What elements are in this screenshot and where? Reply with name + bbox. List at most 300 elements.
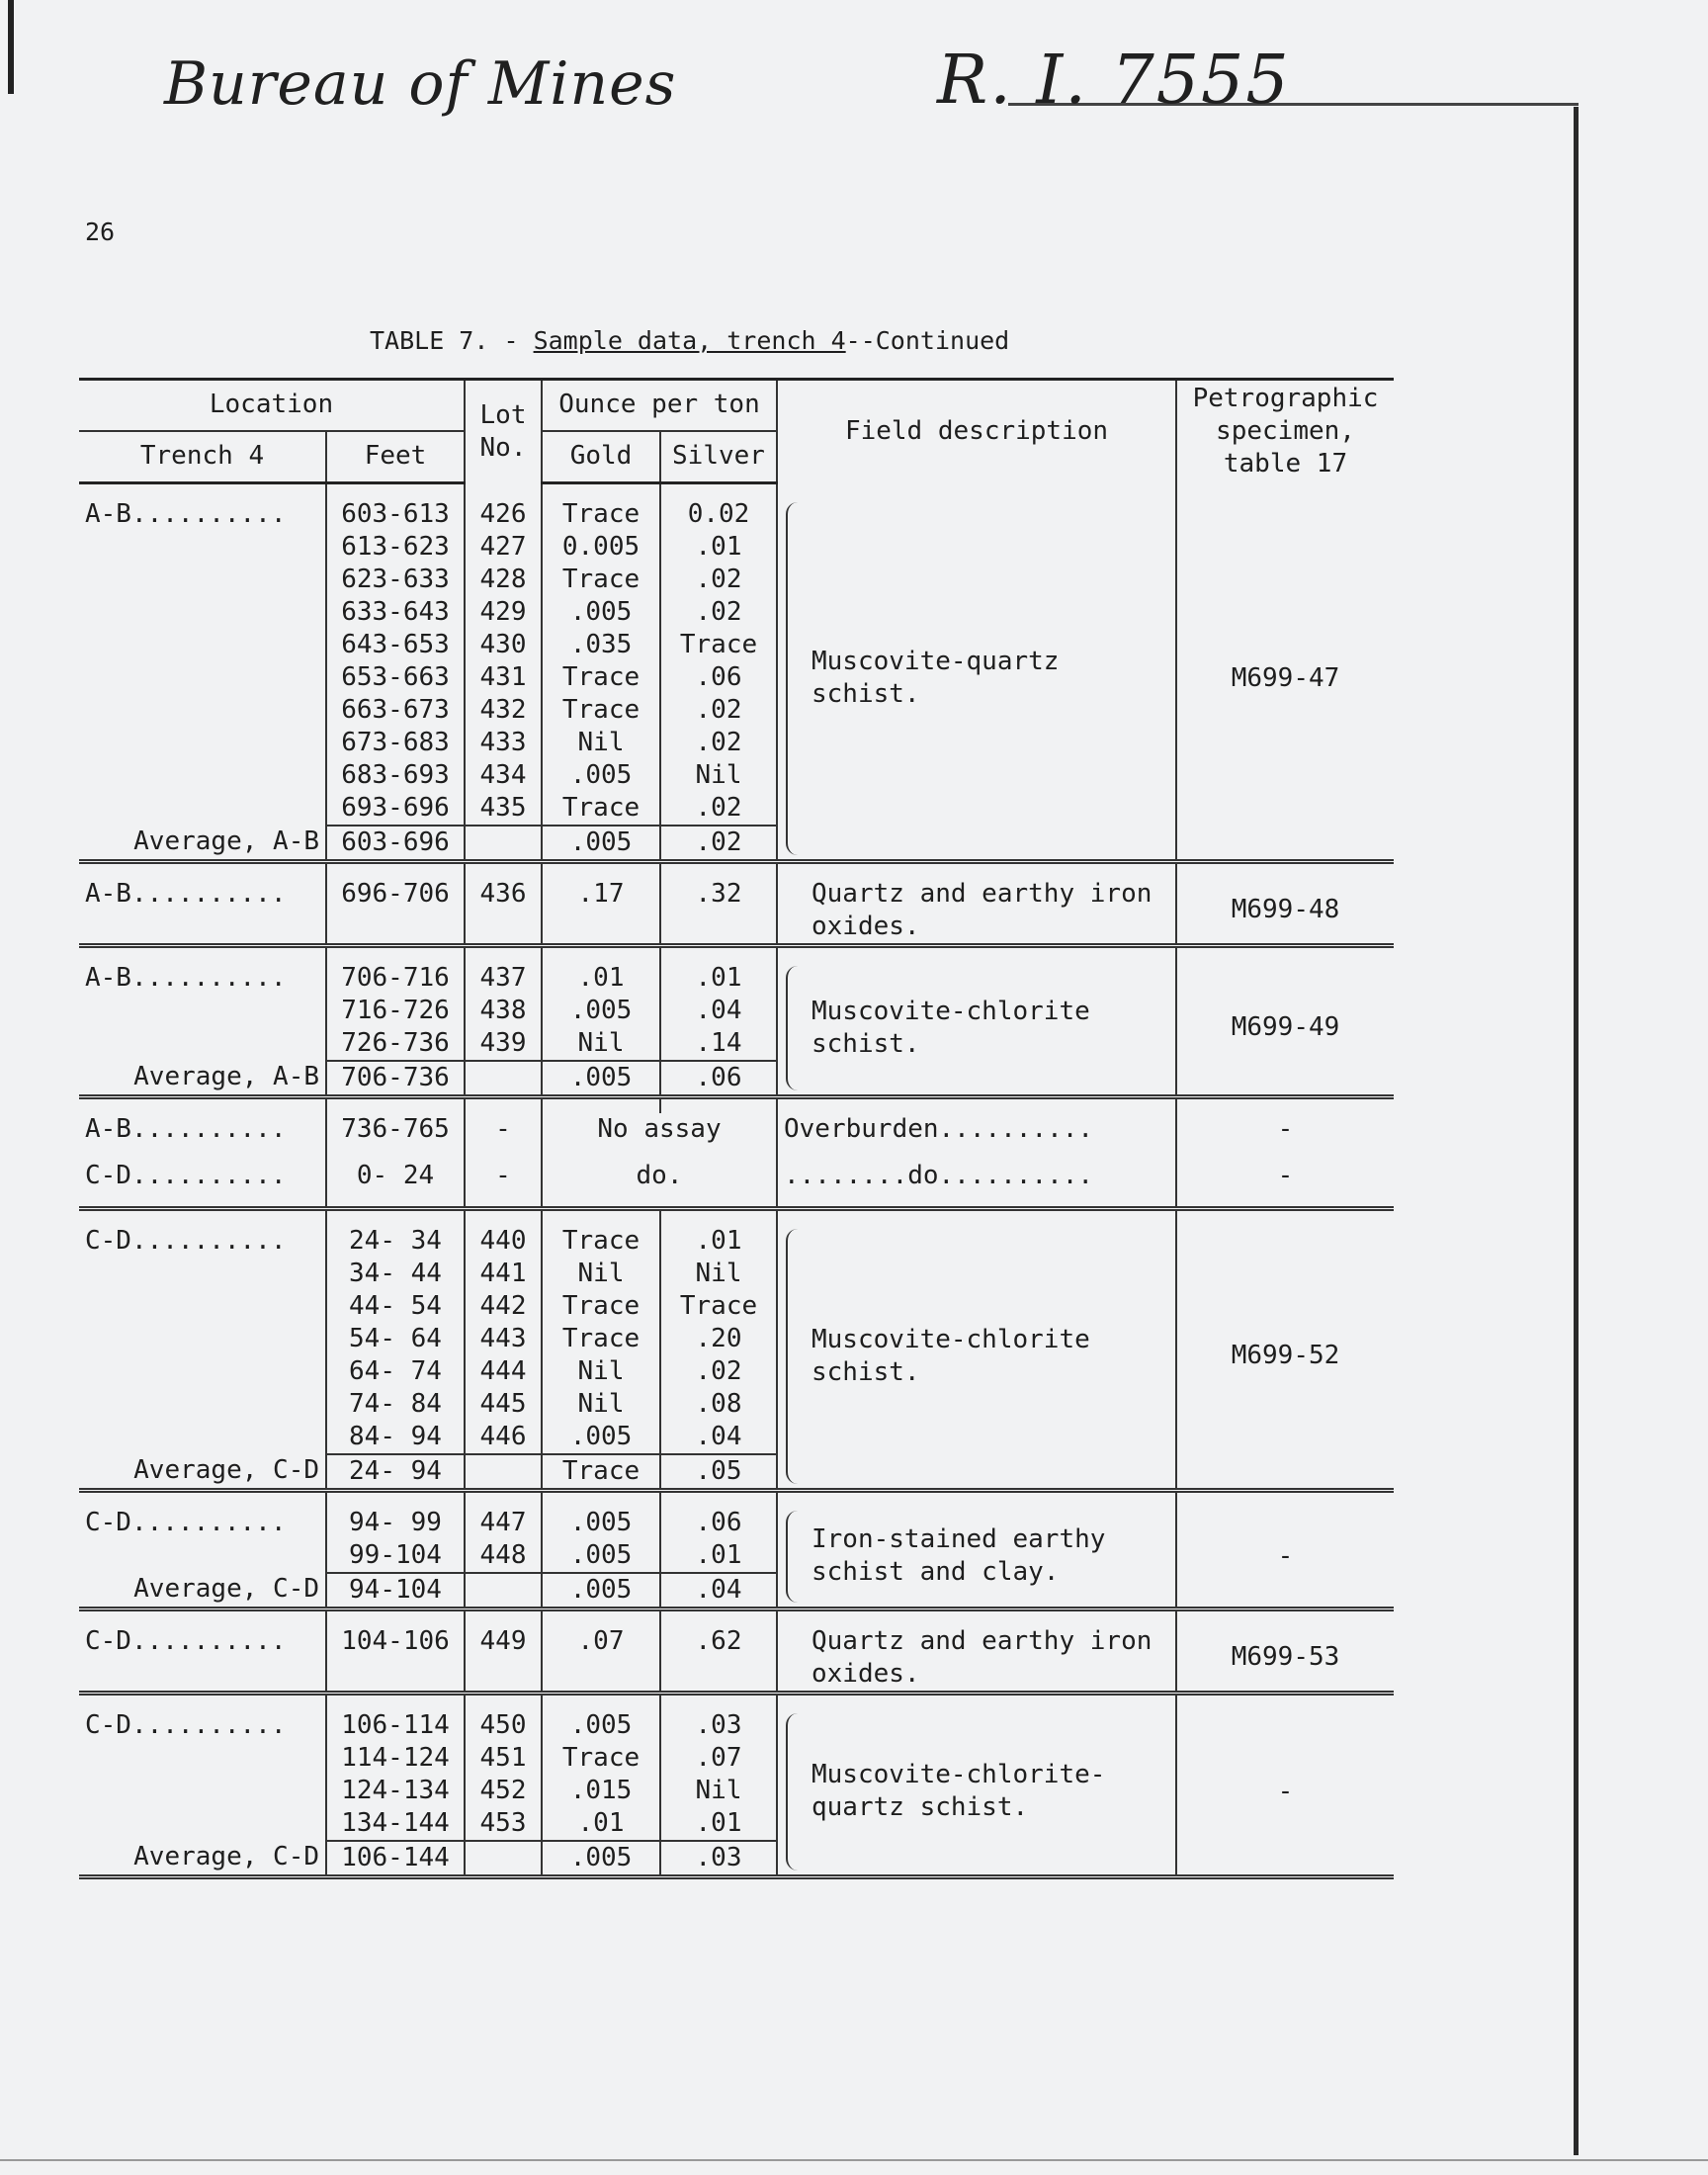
silver-cell: .02 <box>660 596 777 629</box>
field-description-cell: ........do.......... <box>777 1160 1176 1192</box>
trench-cell <box>79 1290 326 1323</box>
lot-cell: 441 <box>465 1258 542 1290</box>
header-lot-label: Lot <box>479 399 527 430</box>
spacer-cell <box>326 482 465 498</box>
feet-cell: 663-673 <box>326 694 465 727</box>
spacer-cell <box>79 1192 326 1209</box>
field-description-text: Quartz and earthy iron oxides. <box>811 878 1153 941</box>
gold-cell: 0.005 <box>542 531 660 564</box>
specimen-cell: - <box>1176 1113 1394 1146</box>
spacer-cell <box>777 945 1176 962</box>
group-spacer <box>79 1609 1394 1625</box>
gold-cell: Trace <box>542 564 660 596</box>
specimen-cell: M699-52 <box>1176 1225 1394 1491</box>
lot-cell: 431 <box>465 661 542 694</box>
field-description-text: Quartz and earthy iron oxides. <box>811 1625 1153 1689</box>
caption-title: Sample data, trench 4 <box>533 326 846 355</box>
spacer-cell <box>326 1490 465 1507</box>
silver-cell: .14 <box>660 1027 777 1061</box>
specimen-cell: - <box>1176 1709 1394 1877</box>
average-silver-cell: .03 <box>660 1841 777 1877</box>
feet-cell: 106-114 <box>326 1709 465 1742</box>
average-lot-cell <box>465 1061 542 1097</box>
trench-cell: C-D.......... <box>85 1507 287 1537</box>
silver-cell: Nil <box>660 1258 777 1290</box>
gold-cell: .01 <box>542 1807 660 1841</box>
table-caption <box>370 326 1009 355</box>
group-spacer <box>79 1490 1394 1507</box>
spacer-cell <box>465 1208 542 1225</box>
silver-cell: .03 <box>660 1709 777 1742</box>
feet-cell: 696-706 <box>326 878 465 946</box>
silver-cell: .06 <box>660 661 777 694</box>
trench-cell <box>79 1807 326 1841</box>
lot-cell: - <box>465 1160 542 1192</box>
trench-cell <box>79 759 326 792</box>
average-feet-cell: 706-736 <box>326 1061 465 1097</box>
lot-cell: 440 <box>465 1225 542 1258</box>
silver-cell: .32 <box>660 878 777 946</box>
silver-cell: .01 <box>660 531 777 564</box>
gold-cell: Trace <box>542 1290 660 1323</box>
average-silver-cell: .06 <box>660 1061 777 1097</box>
feet-cell: 736-765 <box>326 1113 465 1146</box>
lot-cell: 442 <box>465 1290 542 1323</box>
average-feet-cell: 603-696 <box>326 826 465 862</box>
trench-cell: C-D.......... <box>85 1709 287 1740</box>
spacer-cell <box>777 1192 1176 1209</box>
trench-cell: A-B.......... <box>85 1113 287 1144</box>
trench-cell <box>79 1539 326 1573</box>
group-spacer <box>79 1693 1394 1709</box>
spacer-cell <box>1176 861 1394 878</box>
feet-cell: 64- 74 <box>326 1355 465 1388</box>
feet-cell: 114-124 <box>326 1742 465 1775</box>
group-spacer <box>79 1192 1394 1209</box>
row-spacer <box>79 1146 1394 1160</box>
field-description-cell: Overburden.......... <box>777 1113 1176 1146</box>
spacer-cell <box>777 1096 1176 1113</box>
table-row <box>79 1507 1394 1539</box>
spacer-cell <box>542 482 660 498</box>
spacer-cell <box>542 1146 777 1160</box>
spacer-cell <box>542 1208 660 1225</box>
lot-cell: 447 <box>465 1507 542 1539</box>
gold-cell: .07 <box>542 1625 660 1694</box>
spacer-cell <box>79 861 326 878</box>
trench-cell <box>79 995 326 1027</box>
header-lot-no: No. <box>479 432 527 463</box>
spacer-cell <box>326 1096 465 1113</box>
silver-cell: .02 <box>660 1355 777 1388</box>
spacer-cell <box>79 1096 326 1113</box>
gold-cell: Trace <box>542 1323 660 1355</box>
gold-cell: .005 <box>542 759 660 792</box>
average-label-cell: Average, C-D <box>133 1841 319 1871</box>
trench-cell: C-D.......... <box>85 1625 287 1656</box>
gold-cell: .005 <box>542 1539 660 1573</box>
spacer-cell <box>777 1146 1176 1160</box>
silver-cell: .06 <box>660 1507 777 1539</box>
gold-cell: Trace <box>542 1225 660 1258</box>
spacer-cell <box>777 1208 1176 1225</box>
brace-mark <box>786 966 802 1090</box>
silver-cell: .02 <box>660 727 777 759</box>
field-description-text: Muscovite-chlorite-quartz schist. <box>811 1760 1106 1822</box>
feet-cell: 726-736 <box>326 1027 465 1061</box>
silver-cell: 0.02 <box>660 498 777 531</box>
table-group <box>79 945 1394 1096</box>
silver-cell: Nil <box>660 1775 777 1807</box>
table-group <box>79 1490 1394 1609</box>
specimen-cell: M699-49 <box>1176 962 1394 1097</box>
spacer-cell <box>1176 1609 1394 1625</box>
spacer-cell <box>660 1208 777 1225</box>
spacer-cell <box>79 1609 326 1625</box>
feet-cell: 613-623 <box>326 531 465 564</box>
feet-cell: 134-144 <box>326 1807 465 1841</box>
spacer-cell <box>79 1490 326 1507</box>
average-label-cell: Average, C-D <box>133 1573 319 1604</box>
brace-mark <box>786 1511 802 1603</box>
group-spacer <box>79 861 1394 878</box>
field-description-cell <box>777 1507 1176 1610</box>
feet-cell: 683-693 <box>326 759 465 792</box>
average-silver-cell: .02 <box>660 826 777 862</box>
field-description-text: Muscovite-chlorite schist. <box>811 996 1090 1059</box>
spacer-cell <box>79 482 326 498</box>
feet-cell: 34- 44 <box>326 1258 465 1290</box>
silver-cell: .62 <box>660 1625 777 1694</box>
gold-cell: .17 <box>542 878 660 946</box>
average-feet-cell: 94-104 <box>326 1573 465 1610</box>
spacer-cell <box>465 861 542 878</box>
average-label-cell: Average, A-B <box>133 826 319 856</box>
field-description-cell <box>777 1625 1176 1694</box>
average-gold-cell: Trace <box>542 1454 660 1491</box>
header-gold: Gold <box>542 431 660 482</box>
trench-cell: A-B.......... <box>85 962 287 993</box>
gold-cell: Trace <box>542 792 660 826</box>
spacer-cell <box>326 1192 465 1209</box>
average-lot-cell <box>465 1454 542 1491</box>
gold-cell: Nil <box>542 1388 660 1421</box>
trench-cell <box>79 1388 326 1421</box>
feet-cell: 643-653 <box>326 629 465 661</box>
gold-cell: Nil <box>542 727 660 759</box>
trench-cell <box>79 1027 326 1061</box>
lot-cell: 433 <box>465 727 542 759</box>
table-row <box>79 1225 1394 1258</box>
lot-cell: 446 <box>465 1421 542 1454</box>
spacer-cell <box>1176 945 1394 962</box>
spacer-cell <box>777 1609 1176 1625</box>
brace-mark <box>786 1229 802 1484</box>
spacer-cell <box>777 1490 1176 1507</box>
average-silver-cell: .05 <box>660 1454 777 1491</box>
feet-cell: 54- 64 <box>326 1323 465 1355</box>
feet-cell: 603-613 <box>326 498 465 531</box>
lot-cell: 438 <box>465 995 542 1027</box>
silver-cell: Nil <box>660 759 777 792</box>
gold-cell: Nil <box>542 1027 660 1061</box>
trench-cell <box>79 531 326 564</box>
lot-cell: 430 <box>465 629 542 661</box>
silver-cell: .20 <box>660 1323 777 1355</box>
spacer-cell <box>660 1609 777 1625</box>
feet-cell: 44- 54 <box>326 1290 465 1323</box>
gold-cell: .005 <box>542 596 660 629</box>
specimen-cell: M699-47 <box>1176 498 1394 862</box>
table-row <box>79 1625 1394 1694</box>
handwritten-report-number: R. I. 7555 <box>937 42 1291 120</box>
average-lot-cell <box>465 1573 542 1610</box>
silver-cell: .04 <box>660 1421 777 1454</box>
trench-cell <box>79 1775 326 1807</box>
brace-mark <box>786 502 802 855</box>
gold-cell: Trace <box>542 1742 660 1775</box>
table-group <box>79 1208 1394 1490</box>
specimen-cell: M699-53 <box>1176 1625 1394 1694</box>
spacer-cell <box>79 1693 326 1709</box>
gold-cell: .01 <box>542 962 660 995</box>
group-spacer <box>79 482 1394 498</box>
silver-cell: .01 <box>660 1539 777 1573</box>
spacer-cell <box>465 945 542 962</box>
lot-cell: 452 <box>465 1775 542 1807</box>
spacer-cell <box>465 1609 542 1625</box>
spacer-cell <box>465 1146 542 1160</box>
trench-cell <box>79 1323 326 1355</box>
field-description-cell <box>777 1709 1176 1877</box>
trench-cell <box>79 661 326 694</box>
trench-cell <box>79 1742 326 1775</box>
group-spacer <box>79 1208 1394 1225</box>
page-number: 26 <box>85 218 116 246</box>
specimen-cell: - <box>1176 1160 1394 1192</box>
spacer-cell <box>660 861 777 878</box>
average-gold-cell: .005 <box>542 826 660 862</box>
header-lot <box>465 380 542 483</box>
feet-cell: 673-683 <box>326 727 465 759</box>
spacer-cell <box>465 1096 542 1113</box>
trench-cell <box>79 1355 326 1388</box>
spacer-cell <box>660 945 777 962</box>
gold-cell: Nil <box>542 1355 660 1388</box>
spacer-cell <box>660 1096 777 1113</box>
average-lot-cell <box>465 826 542 862</box>
spacer-cell <box>465 1490 542 1507</box>
average-feet-cell: 106-144 <box>326 1841 465 1877</box>
average-gold-cell: .005 <box>542 1841 660 1877</box>
table-group <box>79 1096 1394 1208</box>
lot-cell: 444 <box>465 1355 542 1388</box>
spacer-cell <box>1176 1490 1394 1507</box>
silver-cell: .07 <box>660 1742 777 1775</box>
spacer-cell <box>542 1096 660 1113</box>
lot-cell: - <box>465 1113 542 1146</box>
silver-cell: Trace <box>660 629 777 661</box>
spacer-cell <box>1176 482 1394 498</box>
lot-cell: 451 <box>465 1742 542 1775</box>
silver-cell: .01 <box>660 962 777 995</box>
table-row <box>79 1113 1394 1146</box>
group-spacer <box>79 945 1394 962</box>
table-row <box>79 1709 1394 1742</box>
spacer-cell <box>326 945 465 962</box>
spacer-cell <box>542 861 660 878</box>
spacer-cell <box>326 1609 465 1625</box>
trench-cell: C-D.......... <box>85 1225 287 1256</box>
silver-cell: .01 <box>660 1807 777 1841</box>
lot-cell: 435 <box>465 792 542 826</box>
trench-cell <box>79 629 326 661</box>
spacer-cell <box>79 1146 326 1160</box>
gold-cell: Trace <box>542 694 660 727</box>
feet-cell: 84- 94 <box>326 1421 465 1454</box>
lot-cell: 449 <box>465 1625 542 1694</box>
spacer-cell <box>660 482 777 498</box>
specimen-cell: - <box>1176 1507 1394 1610</box>
scan-edge-left <box>8 0 14 94</box>
feet-cell: 653-663 <box>326 661 465 694</box>
spacer-cell <box>326 1146 465 1160</box>
lot-cell: 429 <box>465 596 542 629</box>
gold-cell: Nil <box>542 1258 660 1290</box>
lot-cell: 436 <box>465 878 542 946</box>
gold-cell: .005 <box>542 1421 660 1454</box>
feet-cell: 24- 34 <box>326 1225 465 1258</box>
feet-cell: 74- 84 <box>326 1388 465 1421</box>
silver-cell: .02 <box>660 564 777 596</box>
feet-cell: 693-696 <box>326 792 465 826</box>
spacer-cell <box>326 1208 465 1225</box>
feet-cell: 94- 99 <box>326 1507 465 1539</box>
header-field-description: Field description <box>777 380 1176 483</box>
field-description-cell <box>777 962 1176 1097</box>
table-row <box>79 962 1394 995</box>
lot-cell: 450 <box>465 1709 542 1742</box>
gold-cell: .005 <box>542 1507 660 1539</box>
trench-cell <box>79 1258 326 1290</box>
lot-cell: 439 <box>465 1027 542 1061</box>
feet-cell: 104-106 <box>326 1625 465 1694</box>
trench-cell <box>79 596 326 629</box>
average-gold-cell: .005 <box>542 1573 660 1610</box>
gold-cell: Trace <box>542 498 660 531</box>
gold-cell: .035 <box>542 629 660 661</box>
average-silver-cell: .04 <box>660 1573 777 1610</box>
spacer-cell <box>326 861 465 878</box>
average-label-cell: Average, C-D <box>133 1454 319 1485</box>
field-description-cell <box>777 878 1176 946</box>
table-row <box>79 878 1394 946</box>
lot-cell: 445 <box>465 1388 542 1421</box>
handwritten-agency: Bureau of Mines <box>164 49 677 119</box>
gold-cell: .005 <box>542 1709 660 1742</box>
lot-cell: 434 <box>465 759 542 792</box>
field-description-text: Iron-stained earthy schist and clay. <box>811 1524 1106 1587</box>
spacer-cell <box>542 1609 660 1625</box>
gold-cell: Trace <box>542 661 660 694</box>
spacer-cell <box>1176 1096 1394 1113</box>
table-row <box>79 498 1394 531</box>
spacer-cell <box>1176 1146 1394 1160</box>
table-group <box>79 1693 1394 1876</box>
lot-cell: 453 <box>465 1807 542 1841</box>
gold-cell: .015 <box>542 1775 660 1807</box>
lot-cell: 426 <box>465 498 542 531</box>
lot-cell: 448 <box>465 1539 542 1573</box>
spacer-cell <box>79 945 326 962</box>
lot-cell: 428 <box>465 564 542 596</box>
gold-cell: .005 <box>542 995 660 1027</box>
lot-cell: 427 <box>465 531 542 564</box>
feet-cell: 124-134 <box>326 1775 465 1807</box>
assay-cell: do. <box>542 1160 777 1192</box>
trench-cell <box>79 1421 326 1454</box>
spacer-cell <box>542 945 660 962</box>
header-trench: Trench 4 <box>79 431 326 482</box>
spacer-cell <box>542 1693 660 1709</box>
silver-cell: .02 <box>660 792 777 826</box>
silver-cell: Trace <box>660 1290 777 1323</box>
spacer-cell <box>465 482 542 498</box>
spacer-cell <box>326 1693 465 1709</box>
table-row <box>79 1160 1394 1192</box>
spacer-cell <box>1176 1192 1394 1209</box>
caption-suffix: --Continued <box>845 326 1010 355</box>
average-lot-cell <box>465 1841 542 1877</box>
spacer-cell <box>1176 1208 1394 1225</box>
group-spacer <box>79 1096 1394 1113</box>
spacer-cell <box>660 1693 777 1709</box>
trench-cell <box>79 792 326 826</box>
spacer-cell <box>777 861 1176 878</box>
spacer-cell <box>542 1192 777 1209</box>
average-label-cell: Average, A-B <box>133 1061 319 1091</box>
assay-cell: No assay <box>542 1113 777 1146</box>
silver-cell: .08 <box>660 1388 777 1421</box>
field-description-cell <box>777 1225 1176 1491</box>
average-gold-cell: .005 <box>542 1061 660 1097</box>
header-ounce-per-ton: Ounce per ton <box>542 380 777 431</box>
silver-cell: .02 <box>660 694 777 727</box>
trench-cell: C-D.......... <box>85 1160 287 1190</box>
specimen-cell: M699-48 <box>1176 878 1394 946</box>
header-petrographic-specimen: Petrographic specimen, table 17 <box>1176 380 1394 483</box>
header-location: Location <box>79 380 465 431</box>
trench-cell: A-B.......... <box>85 878 287 909</box>
spacer-cell <box>542 1490 660 1507</box>
silver-cell: .01 <box>660 1225 777 1258</box>
feet-cell: 99-104 <box>326 1539 465 1573</box>
trench-cell <box>79 564 326 596</box>
brace-mark <box>786 1713 802 1870</box>
trench-cell: A-B.......... <box>85 498 287 529</box>
lot-cell: 432 <box>465 694 542 727</box>
header-silver: Silver <box>660 431 777 482</box>
feet-cell: 623-633 <box>326 564 465 596</box>
spacer-cell <box>660 1490 777 1507</box>
feet-cell: 706-716 <box>326 962 465 995</box>
average-feet-cell: 24- 94 <box>326 1454 465 1491</box>
lot-cell: 443 <box>465 1323 542 1355</box>
bottom-scan-line <box>0 2159 1708 2161</box>
field-description-cell <box>777 498 1176 862</box>
trench-cell <box>79 727 326 759</box>
table-group <box>79 861 1394 945</box>
